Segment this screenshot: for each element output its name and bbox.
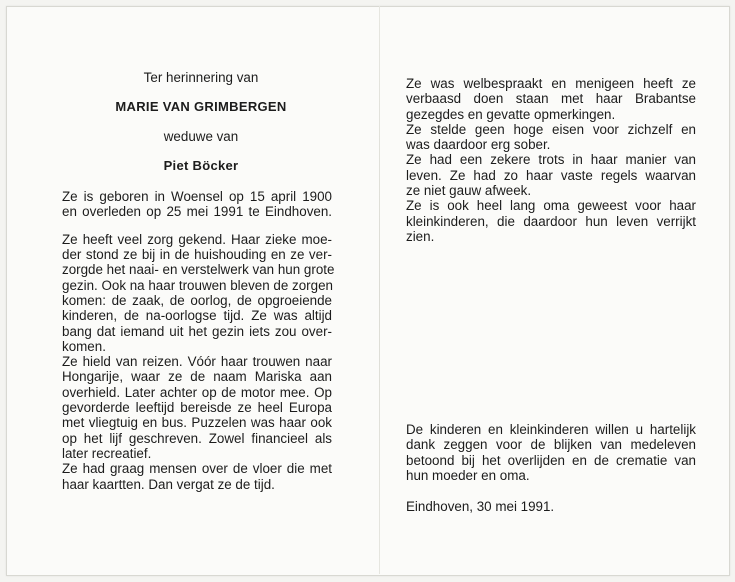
text-line: gezegdes en gevatte opmerkingen. bbox=[406, 106, 616, 122]
text-line: bang dat iemand uit het gezin iets zou over- bbox=[62, 323, 332, 339]
text-line: dank zeggen voor de blijken van medeleven bbox=[406, 437, 696, 453]
card-fold bbox=[379, 6, 380, 574]
spouse-name: Piet Böcker bbox=[163, 157, 239, 173]
text-line: Ze hield van reizen. Vóór haar trouwen naar bbox=[62, 354, 332, 370]
text-line: hun moeder en oma. bbox=[406, 467, 530, 483]
text-line: komen. bbox=[62, 338, 106, 354]
text-line: leven. Ze had zo haar vaste regels waarvan bbox=[406, 167, 696, 183]
text-line: gevorderde leeftijd bereisde ze heel Europa bbox=[62, 400, 332, 416]
intro-text: Ter herinnering van bbox=[143, 70, 259, 85]
deceased-name: MARIE VAN GRIMBERGEN bbox=[115, 99, 287, 115]
text-line: komen: de zaak, de oorlog, de opgroeiende bbox=[62, 292, 332, 308]
text-line: Ze heeft veel zorg gekend. Haar zieke moe- bbox=[62, 231, 332, 247]
text-line: gezin. Ook na haar trouwen bleven de zorgen bbox=[62, 277, 333, 293]
place-date: Eindhoven, 30 mei 1991. bbox=[406, 499, 555, 515]
text-line: zorgde het naai- en verstelwerk van hun grote bbox=[62, 262, 335, 278]
text-line: op het lijf geschreven. Zowel financieel als bbox=[62, 430, 332, 446]
text-line: De kinderen en kleinkinderen willen u hartelijk bbox=[406, 422, 696, 437]
character-paragraph bbox=[406, 76, 696, 244]
text-line: met vliegtuig en bus. Puzzelen was haar ook bbox=[62, 415, 332, 431]
text-line: overhield. Later achter op de motor mee. Op bbox=[62, 384, 332, 400]
thanks-paragraph bbox=[406, 422, 696, 514]
text-line: haar kaartten. Dan vergat ze de tijd. bbox=[62, 476, 275, 492]
text-line: Hongarije, waar ze de naam Mariska aan bbox=[62, 369, 332, 385]
right-page bbox=[406, 76, 696, 515]
text-line: Ze is ook heel lang oma geweest voor haar bbox=[406, 198, 696, 214]
text-line: Ze had een zekere trots in haar manier van bbox=[406, 152, 696, 168]
text-line: kleinkinderen, die daardoor hun leven verrijkt bbox=[406, 213, 696, 229]
text-line: later recreatief. bbox=[62, 445, 152, 461]
text-line: Ze is geboren in Woensel op 15 april 1900 bbox=[62, 189, 332, 205]
text-line: was daardoor erg sober. bbox=[406, 137, 551, 153]
text-line: Ze stelde geen hoge eisen voor zichzelf en bbox=[406, 121, 696, 137]
left-page bbox=[62, 70, 335, 492]
text-line: Ze was welbespraakt en menigeen heeft ze bbox=[406, 76, 696, 91]
text-line: ze niet gauw afweek. bbox=[406, 183, 532, 199]
text-line: verbaasd doen staan met haar Brabantse bbox=[406, 91, 696, 107]
biography-paragraph bbox=[62, 231, 335, 492]
text-line: betoond bij het overlijden en de crematie van bbox=[406, 452, 696, 468]
text-line: en overleden op 25 mei 1991 te Eindhoven. bbox=[62, 204, 332, 220]
birth-paragraph bbox=[62, 189, 332, 220]
text-line: Ze had graag mensen over de vloer die met bbox=[62, 461, 332, 477]
relation-text: weduwe van bbox=[163, 128, 239, 144]
text-line: der stond ze bij in de huishouding en ze ver- bbox=[62, 247, 332, 263]
text-line: zien. bbox=[406, 228, 435, 244]
text-line: kinderen, de na-oorlogse tijd. Ze was altijd bbox=[62, 308, 332, 324]
